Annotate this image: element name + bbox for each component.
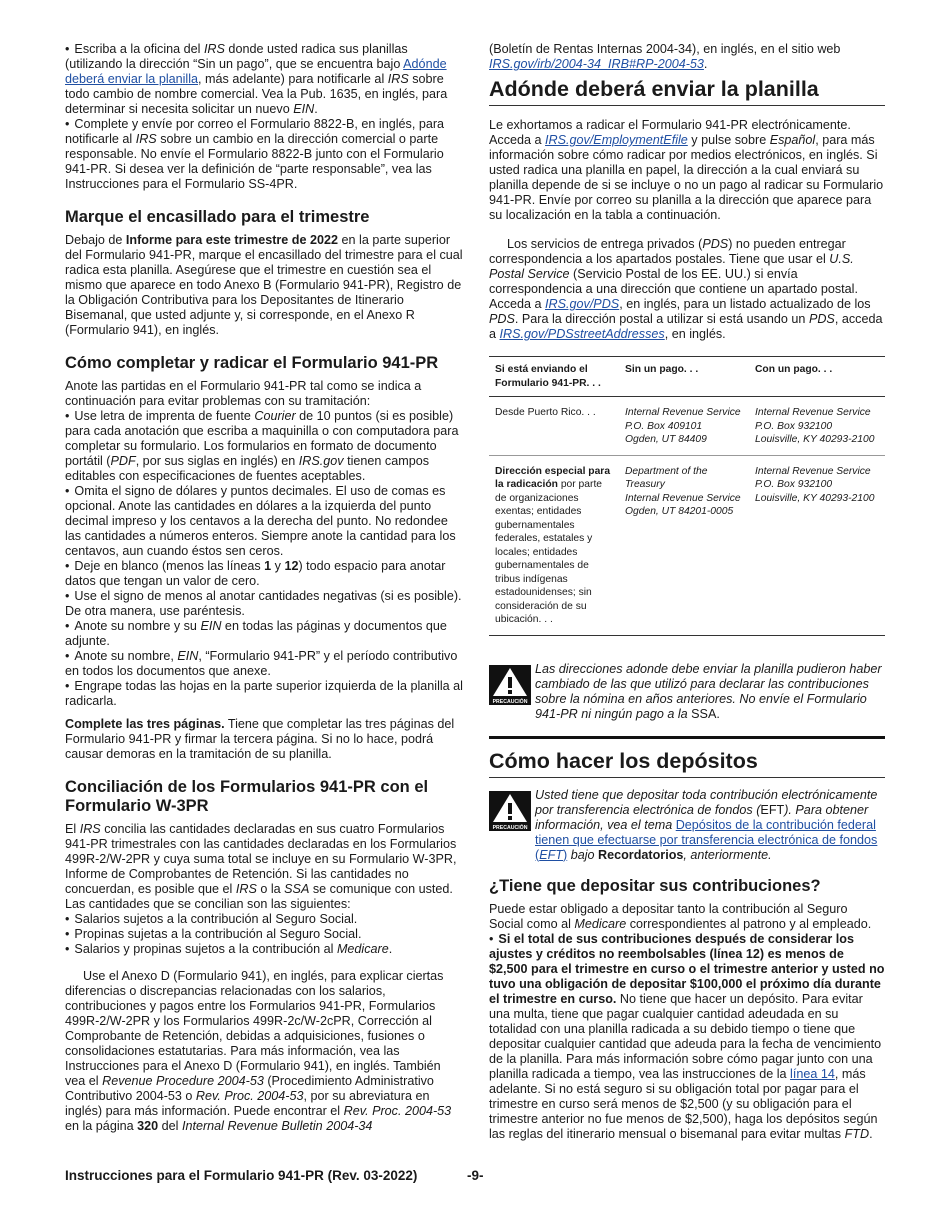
bullet-menos-2500: • Si el total de sus contribuciones después de considerar los ajustes y créditos no reembolsables (línea 12) es menos de $2,500 para el trimestre en curso o el trimestre anterior y usted no tuvo una obligación de depositar $100,000 el próximo día durante el trimestre en curso. No tiene que hacer un depósito. Para evitar una multa, tiene que pagar cualquier cantidad adeudada en su totalidad con una planilla radicada a su debido tiempo o tiene que depositar cualquier cantidad que adeuda para la fecha de vencimiento de la planilla. Para más información sobre cómo pagar junto con una planilla radicada a tiempo, vea las instrucciones de la línea 14, más adelante. Si no está seguro si su obligación total por pagar para el trimestre en curso será menos de $2,500 (y su obligación para el trimestre anterior no fue menos de $2,500), haga los depósitos según las reglas del itinerario mensual o bisemanal para evitar multas FTD.	[489, 932, 885, 1142]
cell-sin-pago: Internal Revenue Service P.O. Box 409101 Ogden, UT 84409	[619, 397, 749, 456]
left-column	[65, 42, 463, 1134]
link-pds-street-addresses[interactable]: IRS.gov/PDSstreetAddresses	[499, 327, 665, 341]
link-adonde-enviar[interactable]: Adónde deberá enviar la planilla	[65, 57, 447, 86]
header-enviando: Si está enviando el Formulario 941-PR. . .	[489, 357, 619, 397]
bullet-salarios: • Salarios sujetos a la contribución al Seguro Social.	[65, 912, 463, 927]
bullet-courier: • Use letra de imprenta de fuente Courier de 10 puntos (si es posible) para cada anotación que escriba a maquinilla o con computadora para completar su formulario. Los formularios en formato de documento portátil (PDF, por sus siglas en inglés) en IRS.gov tienen campos editables con especificaciones de fuentes aceptables.	[65, 409, 463, 484]
bullet-form-8822b: • Complete y envíe por correo el Formulario 8822-B, en inglés, para notificarle al IRS sobre un cambio en la dirección comercial o parte responsable. No envíe el Formulario 8822-B junto con el Formulario 941-PR. Si desea ver la definición de “parte responsable”, vea las Instrucciones para el Formulario SS-4PR.	[65, 117, 463, 192]
cell-con-pago: Internal Revenue Service P.O. Box 932100 Louisville, KY 40293-2100	[749, 455, 885, 635]
bullet-medicare: • Salarios y propinas sujetos a la contribución al Medicare.	[65, 942, 463, 957]
bullet-nombre-periodo: • Anote su nombre, EIN, “Formulario 941-PR” y el período contributivo en todos los documentos que anexe.	[65, 649, 463, 679]
caution-note-eft	[489, 788, 885, 863]
caution-icon-label: PRECAUCIÓN	[492, 698, 528, 705]
cell-sin-pago: Department of the Treasury Internal Revenue Service Ogden, UT 84201-0005	[619, 455, 749, 635]
right-column	[489, 42, 885, 1142]
address-table-header	[489, 357, 885, 397]
page-number: -9-	[467, 1168, 484, 1183]
para-anexo-d: Use el Anexo D (Formulario 941), en inglés, para explicar ciertas diferencias o discrepancias relacionadas con los salarios, contribuciones y pagos entre los Formularios 941-PR, Formularios 499R-2/W-2PR y los Formularios 499R-2c/W-2cPR, Corrección al Comprobante de Retención, debidas a adquisiciones, fusiones o consolidaciones estatutarias. Para más información, vea las Instrucciones para el Anexo D (Formulario 941), en inglés. También vea el Revenue Procedure 2004-53 (Procedimiento Administrativo Contributivo 2004-53 o Rev. Proc. 2004-53, por su abreviatura en inglés) para más información. Puede encontrar el Rev. Proc. 2004-53 en la página 320 del Internal Revenue Bulletin 2004-34	[65, 969, 452, 1133]
para-trimestre: Debajo de Informe para este trimestre de 2022 en la parte superior del Formulario 941-PR, marque el encasillado del trimestre para el cual radica esta planilla. Asegúrese que el trimestre en cuestión sea el mismo que aparece en todo Anexo B (Formulario 941-PR), Registro de la Obligación Contributiva para los Depositantes de Itinerario Bisemanal, que usted adjunte y, si corresponde, en el Anexo R (Formulario 941), en inglés.	[65, 233, 463, 337]
caution-note-addresses	[489, 662, 885, 722]
heading-depositos: Cómo hacer los depósitos	[489, 736, 885, 778]
caution-text-eft: Usted tiene que depositar toda contribución electrónicamente por transferencia electrónica de fondos (EFT). Para obtener información, vea el tema Depósitos de la contribución federal tienen que efectuarse por transferencia electrónica de fondos (EFT) bajo Recordatorios, anteriormente.	[535, 787, 878, 862]
bullet-dolares: • Omita el signo de dólares y puntos decimales. El uso de comas es opcional. Anote las cantidades en dólares a la izquierda del punto decimal impreso y los centavos a la derecha del punto. No redondee las cantidades a números enteros. Siempre anote la cantidad para los centavos, aun cuando éstos sen ceros.	[65, 484, 463, 559]
cell-con-pago: Internal Revenue Service P.O. Box 932100 Louisville, KY 40293-2100	[749, 397, 885, 456]
address-table	[489, 356, 885, 636]
bullet-engrape: • Engrape todas las hojas en la parte superior izquierda de la planilla al radicarla.	[65, 679, 463, 709]
link-linea-14[interactable]: línea 14	[790, 1066, 835, 1081]
link-irb-2004-34[interactable]: IRS.gov/irb/2004-34_IRB#RP-2004-53	[489, 57, 704, 71]
para-conciliacion: El IRS concilia las cantidades declaradas en sus cuatro Formularios 941-PR trimestrales con las cantidades declaradas en los Formularios 499R-2/W-2PR y cuya suma total se incluye en su Formulario W-3PR, Informe de Comprobantes de Retención. Si las cantidades no concuerdan, es posible que el IRS o la SSA se comunique con usted. Las cantidades que se concilian son las siguientes:	[65, 822, 457, 911]
footer-title: Instrucciones para el Formulario 941-PR (Rev. 03-2022)	[65, 1168, 418, 1183]
header-con-pago: Con un pago. . .	[749, 357, 885, 397]
bullet-nombre-ein: • Anote su nombre y su EIN en todas las páginas y documentos que adjunte.	[65, 619, 463, 649]
caution-icon	[489, 791, 531, 831]
link-employment-efile[interactable]: IRS.gov/EmploymentEfile	[545, 133, 688, 147]
table-row	[489, 455, 885, 635]
table-row	[489, 397, 885, 456]
caution-icon	[489, 665, 531, 705]
bullet-name-change: • Escriba a la oficina del IRS donde usted radica sus planillas (utilizando la dirección “Sin un pago”, que se encuentra bajo Adónde deberá enviar la planilla, más adelante) para notificarle al IRS sobre todo cambio de nombre comercial. Vea la Pub. 1635, en inglés, para determinar si necesita solicitar un nuevo EIN.	[65, 42, 463, 117]
caution-icon-label: PRECAUCIÓN	[492, 824, 528, 831]
page-footer	[65, 1168, 885, 1183]
para-tres-paginas: Complete las tres páginas. Tiene que completar las tres páginas del Formulario 941-PR y firmar la tercera página. Si no lo hace, podrá causar demoras en la tramitación de su planilla.	[65, 717, 455, 761]
bullet-blanco: • Deje en blanco (menos las líneas 1 y 12) todo espacio para anotar datos que tengan un valor de cero.	[65, 559, 463, 589]
link-depositos-eft[interactable]: Depósitos de la contribución federal tienen que efectuarse por transferencia electrónica de fondos (EFT)	[535, 817, 878, 862]
heading-conciliacion: Conciliación de los Formularios 941-PR con el Formulario W-3PR	[65, 778, 429, 815]
link-irs-pds[interactable]: IRS.gov/PDS	[545, 297, 620, 311]
para-boletin: (Boletín de Rentas Internas 2004-34), en inglés, en el sitio web IRS.gov/irb/2004-34_IRB#RP-2004-53.	[489, 42, 841, 71]
cell-location: Desde Puerto Rico. . .	[489, 397, 619, 456]
heading-completar: Cómo completar y radicar el Formulario 941-PR	[65, 354, 439, 372]
bullet-propinas: • Propinas sujetas a la contribución al Seguro Social.	[65, 927, 463, 942]
para-partidas: Anote las partidas en el Formulario 941-PR tal como se indica a continuación para evitar problemas con su tramitación:	[65, 379, 422, 408]
para-radicar-electronicamente: Le exhortamos a radicar el Formulario 941-PR electrónicamente. Acceda a IRS.gov/EmploymentEfile y pulse sobre Español, para más información sobre cómo radicar por medios electrónicos, en inglés. Si usted radica una planilla en papel, la dirección a la cual enviará su planilla depende de si se incluye o no un pago al radicar su Formulario 941-PR. Envíe por correo su planilla a la dirección que aparece para su localización en la tabla a continuación.	[489, 118, 884, 222]
cell-location: Dirección especial para la radicación por parte de organizaciones exentas; entidades gubernamentales federales, estatales y locales; entidades gubernamentales de tribus indígenas estadounidenses; sin consideración de su ubicación. . .	[489, 455, 619, 635]
bullet-menos: • Use el signo de menos al anotar cantidades negativas (si es posible). De otra manera, use paréntesis.	[65, 589, 463, 619]
heading-trimestre: Marque el encasillado para el trimestre	[65, 208, 370, 226]
caution-text-addresses: Las direcciones adonde debe enviar la planilla pudieron haber cambiado de las que utilizó para declarar las contribuciones sobre la nómina en años anteriores. No envíe el Formulario 941-PR ni ningún pago a la SSA.	[535, 661, 882, 721]
heading-tiene-que-depositar: ¿Tiene que depositar sus contribuciones?	[489, 876, 821, 895]
para-pds: Los servicios de entrega privados (PDS) no pueden entregar correspondencia a los apartados postales. Tiene que usar el U.S. Postal Service (Servicio Postal de los EE. UU.) si envía correspondencia a una dirección que contiene un apartado postal. Acceda a IRS.gov/PDS, en inglés, para un listado actualizado de los PDS. Para la dirección postal a utilizar si está usando un PDS, acceda a IRS.gov/PDSstreetAddresses, en inglés.	[489, 237, 883, 341]
header-sin-pago: Sin un pago. . .	[619, 357, 749, 397]
para-seguro-social: Puede estar obligado a depositar tanto la contribución al Seguro Social como al Medicare correspondientes al patrono y al empleado.	[489, 901, 872, 931]
heading-adonde: Adónde deberá enviar la planilla	[489, 77, 885, 106]
